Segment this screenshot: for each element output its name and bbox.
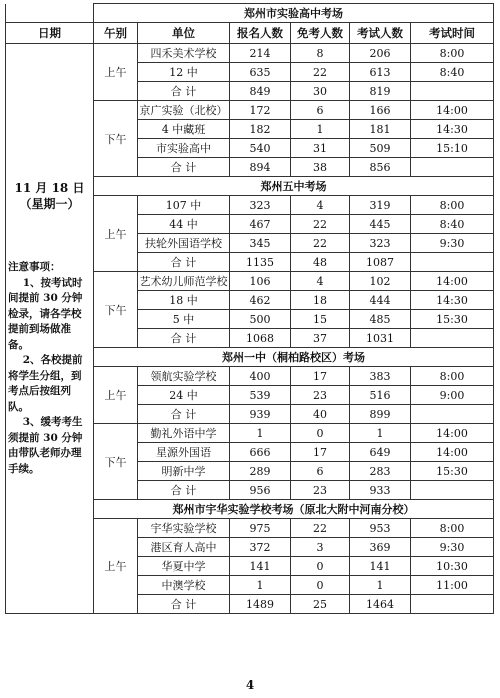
- unit-cell: 四禾美术学校: [138, 44, 230, 63]
- unit-cell: 合 计: [138, 253, 230, 272]
- exempt-cell: 3: [291, 538, 350, 557]
- period-cell: 上午: [94, 519, 138, 614]
- examinees-cell: 283: [350, 462, 411, 481]
- unit-cell: 合 计: [138, 405, 230, 424]
- unit-cell: 44 中: [138, 215, 230, 234]
- examinees-cell: 509: [350, 139, 411, 158]
- header-row: [6, 23, 494, 44]
- unit-cell: 5 中: [138, 310, 230, 329]
- unit-cell: 合 计: [138, 595, 230, 614]
- header-exempt: 免考人数: [291, 23, 350, 44]
- unit-cell: 18 中: [138, 291, 230, 310]
- exempt-cell: 37: [291, 329, 350, 348]
- date-column: [6, 44, 94, 614]
- unit-cell: 合 计: [138, 329, 230, 348]
- examinees-cell: 1031: [350, 329, 411, 348]
- examinees-cell: 319: [350, 196, 411, 215]
- registered-cell: 345: [230, 234, 291, 253]
- exempt-cell: 30: [291, 82, 350, 101]
- header-time: 考试时间: [411, 23, 494, 44]
- exempt-cell: 1: [291, 120, 350, 139]
- exempt-cell: 23: [291, 386, 350, 405]
- exempt-cell: 8: [291, 44, 350, 63]
- examinees-cell: 1464: [350, 595, 411, 614]
- exempt-cell: 4: [291, 272, 350, 291]
- unit-cell: 107 中: [138, 196, 230, 215]
- time-cell: 15:30: [411, 462, 494, 481]
- period-cell: 下午: [94, 272, 138, 348]
- header-date: 日期: [6, 23, 94, 44]
- time-cell: 8:00: [411, 196, 494, 215]
- examinees-cell: 613: [350, 63, 411, 82]
- exempt-cell: 40: [291, 405, 350, 424]
- examinees-cell: 649: [350, 443, 411, 462]
- time-cell: 14:00: [411, 101, 494, 120]
- time-cell: [411, 329, 494, 348]
- unit-cell: 中澳学校: [138, 576, 230, 595]
- period-cell: 上午: [94, 44, 138, 101]
- examinees-cell: 856: [350, 158, 411, 177]
- examinees-cell: 819: [350, 82, 411, 101]
- date-weekday: （星期一）: [19, 197, 80, 211]
- unit-cell: 明新中学: [138, 462, 230, 481]
- time-cell: 15:10: [411, 139, 494, 158]
- examinees-cell: 383: [350, 367, 411, 386]
- unit-cell: 市实验高中: [138, 139, 230, 158]
- unit-cell: 合 计: [138, 82, 230, 101]
- registered-cell: 539: [230, 386, 291, 405]
- time-cell: [411, 82, 494, 101]
- unit-cell: 12 中: [138, 63, 230, 82]
- examinees-cell: 953: [350, 519, 411, 538]
- venue-title: 郑州一中（桐柏路校区）考场: [94, 348, 494, 367]
- time-cell: 10:30: [411, 557, 494, 576]
- date-day: 11 月 18 日: [14, 181, 85, 195]
- exempt-cell: 31: [291, 139, 350, 158]
- examinees-cell: 516: [350, 386, 411, 405]
- registered-cell: 214: [230, 44, 291, 63]
- exempt-cell: 17: [291, 367, 350, 386]
- period-cell: 下午: [94, 424, 138, 500]
- notes-title: 注意事项：: [8, 261, 61, 273]
- examinees-cell: 899: [350, 405, 411, 424]
- venue-title: 郑州五中考场: [94, 177, 494, 196]
- period-cell: 下午: [94, 101, 138, 177]
- registered-cell: 467: [230, 215, 291, 234]
- unit-cell: 港区育人高中: [138, 538, 230, 557]
- examinees-cell: 1: [350, 424, 411, 443]
- registered-cell: 323: [230, 196, 291, 215]
- examinees-cell: 166: [350, 101, 411, 120]
- time-cell: [411, 405, 494, 424]
- exempt-cell: 0: [291, 576, 350, 595]
- registered-cell: 1: [230, 576, 291, 595]
- time-cell: 14:30: [411, 291, 494, 310]
- unit-cell: 华夏中学: [138, 557, 230, 576]
- examinees-cell: 206: [350, 44, 411, 63]
- examinees-cell: 444: [350, 291, 411, 310]
- time-cell: 14:00: [411, 424, 494, 443]
- notes-item: 1、按考试时间提前 30 分钟检录，请各学校提前到场做准备。: [8, 276, 83, 351]
- exempt-cell: 22: [291, 215, 350, 234]
- unit-cell: 星源外国语: [138, 443, 230, 462]
- exempt-cell: 22: [291, 519, 350, 538]
- examinees-cell: 141: [350, 557, 411, 576]
- unit-cell: 扶轮外国语学校: [138, 234, 230, 253]
- exempt-cell: 0: [291, 557, 350, 576]
- exempt-cell: 48: [291, 253, 350, 272]
- examinees-cell: 485: [350, 310, 411, 329]
- registered-cell: 1068: [230, 329, 291, 348]
- registered-cell: 1135: [230, 253, 291, 272]
- registered-cell: 372: [230, 538, 291, 557]
- time-cell: [411, 253, 494, 272]
- registered-cell: 141: [230, 557, 291, 576]
- time-cell: [411, 595, 494, 614]
- venue-title: 郑州市实验高中考场: [94, 4, 494, 23]
- time-cell: 9:30: [411, 234, 494, 253]
- exempt-cell: 6: [291, 462, 350, 481]
- unit-cell: 京广实验（北校）: [138, 101, 230, 120]
- period-cell: 上午: [94, 196, 138, 272]
- notes-item: 3、缓考考生须提前 30 分钟由带队老师办理手续。: [8, 416, 83, 475]
- time-cell: [411, 481, 494, 500]
- table-row: [6, 44, 494, 63]
- time-cell: 9:30: [411, 538, 494, 557]
- registered-cell: 462: [230, 291, 291, 310]
- time-cell: 14:30: [411, 120, 494, 139]
- time-cell: 8:00: [411, 44, 494, 63]
- exempt-cell: 22: [291, 63, 350, 82]
- time-cell: 9:00: [411, 386, 494, 405]
- unit-cell: 合 计: [138, 481, 230, 500]
- time-cell: 15:30: [411, 310, 494, 329]
- time-cell: 8:00: [411, 519, 494, 538]
- examinees-cell: 323: [350, 234, 411, 253]
- time-cell: 14:00: [411, 443, 494, 462]
- registered-cell: 666: [230, 443, 291, 462]
- header-unit: 单位: [138, 23, 230, 44]
- registered-cell: 182: [230, 120, 291, 139]
- examinees-cell: 369: [350, 538, 411, 557]
- registered-cell: 1489: [230, 595, 291, 614]
- time-cell: 14:00: [411, 272, 494, 291]
- exempt-cell: 22: [291, 234, 350, 253]
- registered-cell: 635: [230, 63, 291, 82]
- exempt-cell: 4: [291, 196, 350, 215]
- exempt-cell: 15: [291, 310, 350, 329]
- examinees-cell: 102: [350, 272, 411, 291]
- unit-cell: 24 中: [138, 386, 230, 405]
- registered-cell: 849: [230, 82, 291, 101]
- exempt-cell: 18: [291, 291, 350, 310]
- unit-cell: 宇华实验学校: [138, 519, 230, 538]
- time-cell: [411, 158, 494, 177]
- registered-cell: 500: [230, 310, 291, 329]
- registered-cell: 289: [230, 462, 291, 481]
- unit-cell: 艺术幼儿师范学校: [138, 272, 230, 291]
- exam-schedule-table: [5, 3, 494, 614]
- time-cell: 8:00: [411, 367, 494, 386]
- notes-block: [6, 260, 93, 477]
- header-registered: 报名人数: [230, 23, 291, 44]
- venue-row: [6, 4, 494, 23]
- header-examinees: 考试人数: [350, 23, 411, 44]
- registered-cell: 1: [230, 424, 291, 443]
- registered-cell: 172: [230, 101, 291, 120]
- exempt-cell: 25: [291, 595, 350, 614]
- time-cell: 11:00: [411, 576, 494, 595]
- examinees-cell: 1087: [350, 253, 411, 272]
- registered-cell: 540: [230, 139, 291, 158]
- corner-cell: [6, 4, 94, 23]
- exempt-cell: 0: [291, 424, 350, 443]
- time-cell: 8:40: [411, 63, 494, 82]
- venue-title: 郑州市宇华实验学校考场（原北大附中河南分校）: [94, 500, 494, 519]
- registered-cell: 975: [230, 519, 291, 538]
- examinees-cell: 181: [350, 120, 411, 139]
- exempt-cell: 23: [291, 481, 350, 500]
- exempt-cell: 6: [291, 101, 350, 120]
- registered-cell: 106: [230, 272, 291, 291]
- unit-cell: 4 中藏班: [138, 120, 230, 139]
- page-number: 4: [245, 678, 255, 692]
- period-cell: 上午: [94, 367, 138, 424]
- registered-cell: 400: [230, 367, 291, 386]
- unit-cell: 领航实验学校: [138, 367, 230, 386]
- registered-cell: 939: [230, 405, 291, 424]
- unit-cell: 勤礼外语中学: [138, 424, 230, 443]
- registered-cell: 894: [230, 158, 291, 177]
- notes-item: 2、各校提前将学生分组，到考点后按组列队。: [8, 354, 83, 413]
- header-period: 午别: [94, 23, 138, 44]
- time-cell: 8:40: [411, 215, 494, 234]
- exempt-cell: 17: [291, 443, 350, 462]
- examinees-cell: 1: [350, 576, 411, 595]
- unit-cell: 合 计: [138, 158, 230, 177]
- exempt-cell: 38: [291, 158, 350, 177]
- examinees-cell: 933: [350, 481, 411, 500]
- registered-cell: 956: [230, 481, 291, 500]
- examinees-cell: 445: [350, 215, 411, 234]
